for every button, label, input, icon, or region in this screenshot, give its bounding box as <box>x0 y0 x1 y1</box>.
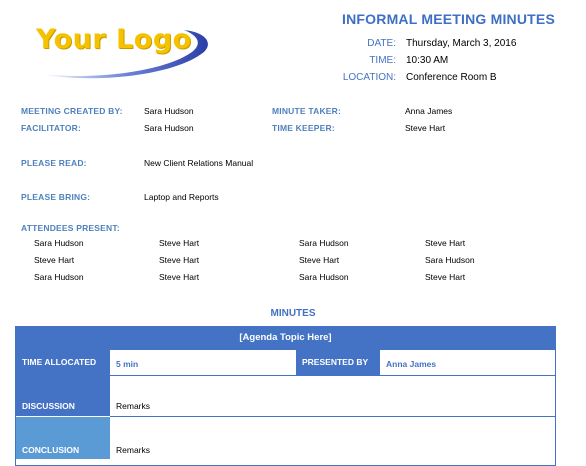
minutes-heading: MINUTES <box>270 308 316 319</box>
attendee-name: Sara Hudson <box>34 272 84 282</box>
location-label: LOCATION: <box>342 72 396 83</box>
conclusion-value: Remarks <box>116 445 151 455</box>
please-bring-label: PLEASE BRING: <box>21 192 91 202</box>
discussion-value: Remarks <box>116 401 151 411</box>
attendee-name: Sara Hudson <box>299 272 349 282</box>
attendees-label: ATTENDEES PRESENT: <box>21 223 120 233</box>
attendee-name: Steve Hart <box>34 255 75 265</box>
date-label: DATE: <box>367 38 396 49</box>
please-bring-value: Laptop and Reports <box>144 192 219 202</box>
logo-text: Your Logo <box>36 24 192 55</box>
row-divider <box>110 416 555 417</box>
agenda-topic-header: [Agenda Topic Here] <box>16 327 555 350</box>
attendee-name: Steve Hart <box>159 238 200 248</box>
minute-taker-label: MINUTE TAKER: <box>272 106 342 116</box>
time-label: TIME: <box>369 55 396 66</box>
time-value: 10:30 AM <box>406 55 449 66</box>
minute-taker-value: Anna James <box>405 106 453 116</box>
attendee-name: Sara Hudson <box>34 238 84 248</box>
time-allocated-value: 5 min <box>116 359 139 369</box>
date-value: Thursday, March 3, 2016 <box>406 38 517 49</box>
attendee-name: Sara Hudson <box>299 238 349 248</box>
attendee-name: Steve Hart <box>425 272 466 282</box>
attendee-name: Sara Hudson <box>425 255 475 265</box>
presented-by-label: PRESENTED BY <box>296 350 380 375</box>
time-keeper-value: Steve Hart <box>405 123 446 133</box>
conclusion-label: CONCLUSION <box>16 417 110 459</box>
discussion-label: DISCUSSION <box>16 376 110 416</box>
please-read-value: New Client Relations Manual <box>144 158 254 168</box>
please-read-label: PLEASE READ: <box>21 158 87 168</box>
location-value: Conference Room B <box>406 72 497 83</box>
meeting-created-by-value: Sara Hudson <box>144 106 194 116</box>
attendee-name: Steve Hart <box>425 238 466 248</box>
attendee-name: Steve Hart <box>299 255 340 265</box>
meeting-created-by-label: MEETING CREATED BY: <box>21 106 123 116</box>
presented-by-value: Anna James <box>386 359 437 369</box>
facilitator-label: FACILITATOR: <box>21 123 82 133</box>
facilitator-value: Sara Hudson <box>144 123 194 133</box>
company-logo <box>34 22 214 82</box>
page-title: INFORMAL MEETING MINUTES <box>342 11 555 27</box>
attendee-name: Steve Hart <box>159 272 200 282</box>
time-keeper-label: TIME KEEPER: <box>272 123 335 133</box>
time-allocated-label: TIME ALLOCATED <box>16 350 110 375</box>
attendee-name: Steve Hart <box>159 255 200 265</box>
